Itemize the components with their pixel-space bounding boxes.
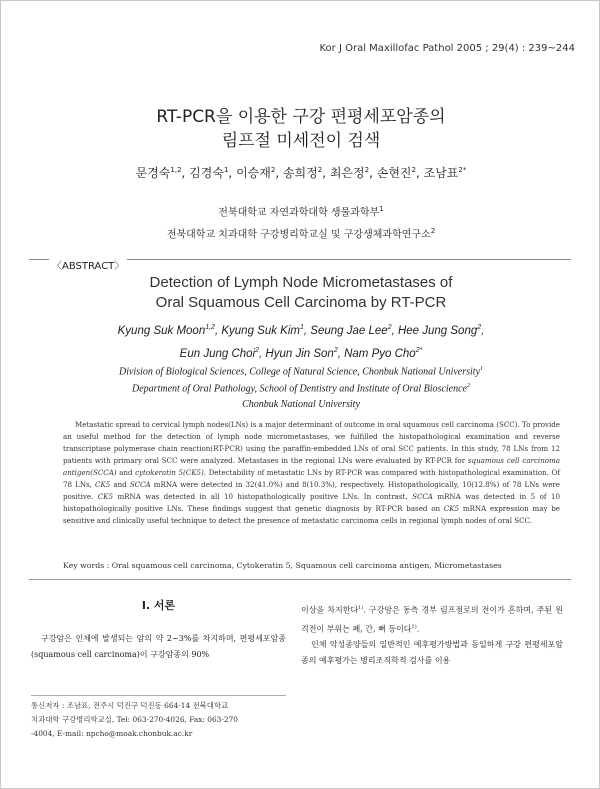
english-affiliations <box>1 362 600 412</box>
korean-affiliations <box>1 200 600 245</box>
keywords: Key words : Oral squamous cell carcinoma, Cytokeratin 5, Squamous cell carcinoma antigen, Micrometastases <box>63 561 502 570</box>
korean-title-line-2: 림프절 미세전이 검색 <box>221 131 381 151</box>
english-authors-line-1: Kyung Suk Moon$^{1,2}$, Kyung Suk Kim$^1$, Seung Jae Lee$^2$, Hee Jung Song$^2$, <box>117 324 485 337</box>
korean-title-line-1: RT-PCR을 이용한 구강 편평세포암종의 <box>156 107 446 127</box>
korean-author: 이승재$^2$ <box>236 166 276 180</box>
english-affiliation-3: Chonbuk National University <box>242 398 360 410</box>
footnote-divider <box>31 695 286 696</box>
english-title-line-1: Detection of Lymph Node Micrometastases of <box>149 274 453 291</box>
body-paragraph: 이상을 차지한다$^{1)}$. 구강암은 동측 경부 림프절로의 전이가 흔하며, 주된 원격전이 부위는 폐, 간, 뼈 등이다$^{1)}$. <box>301 605 563 634</box>
english-affiliation-2: Department of Oral Pathology, School of Dentistry and Institute of Oral Bioscience$^2$ <box>132 383 470 395</box>
english-affiliation-1: Division of Biological Sciences, College of Natural Science, Chonbuk National University$^1$ <box>118 366 484 378</box>
body-left-column: 구강암은 인체에 발생되는 암의 약 2~3%를 차지하며, 편평세포암종(squamous cell carcinoma)이 구강암종의 90% <box>31 634 286 659</box>
korean-affiliation-2: 전북대학교 치과대학 구강병리학교실 및 구강생체과학연구소$^2$ <box>166 227 436 241</box>
corresponding-author-footnote: 통신저자 : 조남표, 전주시 덕진구 덕진동 664-14 전북대학교 치과대학 구강병리학교실, Tel: 063-270-4026, Fax: 063-270 -4004, E-mail: npcho@moak.chonbuk.ac.kr <box>31 701 238 738</box>
english-title <box>1 273 600 313</box>
section-title-introduction: I. 서론 <box>141 599 176 612</box>
body-paragraph: 인체 악성종양들의 일반적인 예후평가방법과 동일하게 구강 편평세포암종의 예후평가는 병리조직학적 검사를 이용 <box>301 640 563 666</box>
korean-author: 김경숙$^1$ <box>189 166 229 180</box>
abstract-label: 〈ABSTRACT〉 <box>49 257 127 272</box>
korean-author: 최은정$^2$ <box>329 166 370 180</box>
journal-citation: Kor J Oral Maxillofac Pathol 2005 ; 29(4) : 239~244 <box>319 43 575 54</box>
korean-title <box>1 105 600 153</box>
korean-author: 문경숙$^{1,2}$ <box>135 166 182 180</box>
abstract-text: Metastatic spread to cervical lymph nodes(LNs) is a major determinant of outcome in oral squamous cell carcinoma (SCC). To provide an useful method for the detection of lymph node micrometastases, we fulfilled the histopathological examination and reverse transcriptase polymerase chain reaction(RT-PCR) using the paraffin-embedded LNs of oral SCC patients. In this study, 78 LNs from 12 patients with primary oral SCC were analyzed. Metastases in the regional LNs were evaluated by RT-PCR for squamous cell carcinoma antigen(SCCA) and cytokeratin 5(CK5). Detectability of metastatic LNs by RT-PCR was compared with histopathological examination. Of 78 LNs, CK5 and SCCA mRNA were detected in 32(41.0%) and 8(10.3%), respectively. Histopathologically, 10(12.8%) of 78 LNs were positive. CK5 mRNA was detected in all 10 histopathologically positive LNs. In contrast, SCCA mRNA was detected in 5 of 10 histopathologically positive LNs. These findings suggest that genetic diagnosis by RT-PCR based on CK5 mRNA expression may be sensitive and clinically useful technique to detect the presence of metastatic carcinoma cells in regional lymph nodes of oral SCC. <box>63 420 560 525</box>
english-title-line-2: Oral Squamous Cell Carcinoma by RT-PCR <box>155 294 447 311</box>
korean-author: 조남표$^{2*}$ <box>423 166 467 180</box>
korean-affiliation-1: 전북대학교 자연과학대학 생물과학부$^1$ <box>218 205 384 219</box>
section-divider <box>29 579 571 580</box>
english-authors-line-2: Eun Jung Choi$^2$, Hyun Jin Son$^2$, Nam Pyo Cho$^{2*}$ <box>179 346 423 360</box>
english-authors <box>1 318 600 364</box>
body-right-column <box>301 600 563 669</box>
korean-author: 송희정$^2$ <box>282 166 323 180</box>
korean-authors: 문경숙$^{1,2}$, 김경숙$^1$, 이승재$^2$, 송희정$^2$, 최은정$^2$, 손현진$^2$, 조남표$^{2*}$ <box>135 166 467 180</box>
korean-author: 손현진$^2$ <box>376 166 416 180</box>
